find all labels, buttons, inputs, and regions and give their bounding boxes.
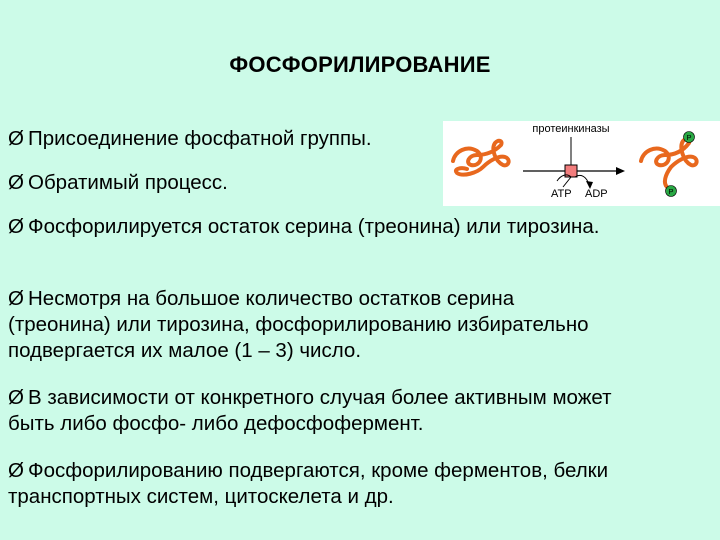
bullet-item: Ø Присоединение фосфатной группы.	[8, 127, 372, 150]
adp-label: ADP	[585, 188, 608, 200]
bullet-item: Ø Фосфорилируется остаток серина (треонина) или тирозина.	[8, 215, 600, 238]
bullet-arrow-icon: Ø	[8, 386, 24, 409]
bullet-item: Ø В зависимости от конкретного случая более активным может быть либо фосфо- либо дефосфофермент.	[8, 386, 612, 435]
bullet-arrow-icon: Ø	[8, 171, 24, 194]
bullet-item: Ø Фосфорилированию подвергаются, кроме ферментов, белки транспортных систем, цитоскелета и др.	[8, 459, 609, 508]
svg-text:P: P	[686, 133, 692, 142]
phosphorylation-diagram	[443, 121, 720, 206]
bullet-arrow-icon: Ø	[8, 287, 24, 310]
page-title: ФОСФОРИЛИРОВАНИЕ	[229, 52, 491, 77]
phosphorylated-protein-chain-icon	[641, 139, 697, 187]
atp-label: ATP	[551, 188, 572, 200]
enzyme-label: протеинкиназы	[532, 123, 610, 135]
bullet-item: Ø Обратимый процесс.	[8, 171, 228, 194]
bullet-arrow-icon: Ø	[8, 459, 24, 482]
protein-chain-icon	[453, 141, 509, 175]
bullet-arrow-icon: Ø	[8, 127, 24, 150]
phosphorylation-diagram-svg	[443, 121, 720, 206]
bullet-item: Ø Несмотря на большое количество остатков серина (треонина) или тирозина, фосфорилированию избирательно подвергается их малое (1 – 3) число.	[8, 287, 589, 362]
svg-text:P: P	[668, 187, 674, 196]
bullet-arrow-icon: Ø	[8, 215, 24, 238]
